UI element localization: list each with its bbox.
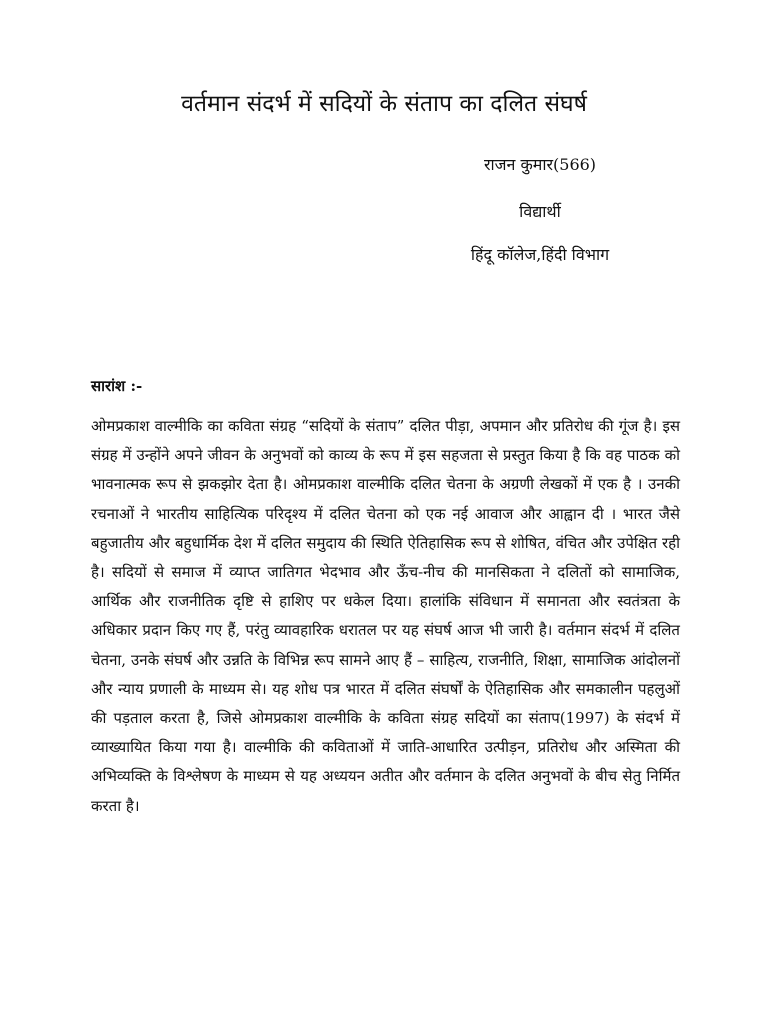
author-name: राजन कुमार(566) bbox=[483, 155, 597, 174]
author-institution: हिंदू कॉलेज,हिंदी विभाग bbox=[470, 245, 610, 264]
abstract-heading: सारांश :- bbox=[91, 377, 143, 395]
author-role: विद्यार्थी bbox=[519, 202, 561, 221]
document-title: वर्तमान संदर्भ में सदियों के संताप का दलित संघर्ष bbox=[181, 91, 587, 117]
abstract-paragraph: ओमप्रकाश वाल्मीकि का कविता संग्रह “सदियों के संताप” दलित पीड़ा, अपमान और प्रतिरोध की गूंज है। इस संग्रह में उन्होंने अपने जीवन के अनुभवों को काव्य के रूप में इस सहजता से प्रस्तुत किया है कि वह पाठक को भावनात्मक रूप से झकझोर देता है। ओमप्रकाश वाल्मीकि दलित चेतना के अग्रणी लेखकों में एक है । उनकी रचनाओं ने भारतीय साहित्यिक परिदृश्य में दलित चेतना को एक नई आवाज और आह्वान दी । भारत जैसे बहुजातीय और बहुधार्मिक देश में दलित समुदाय की स्थिति ऐतिहासिक रूप से शोषित, वंचित और उपेक्षित रही है। सदियों से समाज में व्याप्त जातिगत भेदभाव और ऊँच-नीच की मानसिकता ने दलितों को सामाजिक, आर्थिक और राजनीतिक दृष्टि से हाशिए पर धकेल दिया। हालांकि संविधान में समानता और स्वतंत्रता के अधिकार प्रदान किए गए हैं, परंतु व्यावहारिक धरातल पर यह संघर्ष आज भी जारी है। वर्तमान संदर्भ में दलित चेतना, उनके संघर्ष और उन्नति के विभिन्न रूप सामने आए हैं – साहित्य, राजनीति, शिक्षा, सामाजिक आंदोलनों और न्याय प्रणाली के माध्यम से। यह शोध पत्र भारत में दलित संघर्षों के ऐतिहासिक और समकालीन पहलुओं की पड़ताल करता है, जिसे ओमप्रकाश वाल्मीकि के कविता संग्रह सदियों का संताप(1997) के संदर्भ में व्याख्यायित किया गया है। वाल्मीकि की कविताओं में जाति-आधारित उत्पीड़न, प्रतिरोध और अस्मिता की अभिव्यक्ति के विश्लेषण के माध्यम से यह अध्ययन अतीत और वर्तमान के दलित अनुभवों के बीच सेतु निर्मित करता है। bbox=[91, 417, 680, 815]
